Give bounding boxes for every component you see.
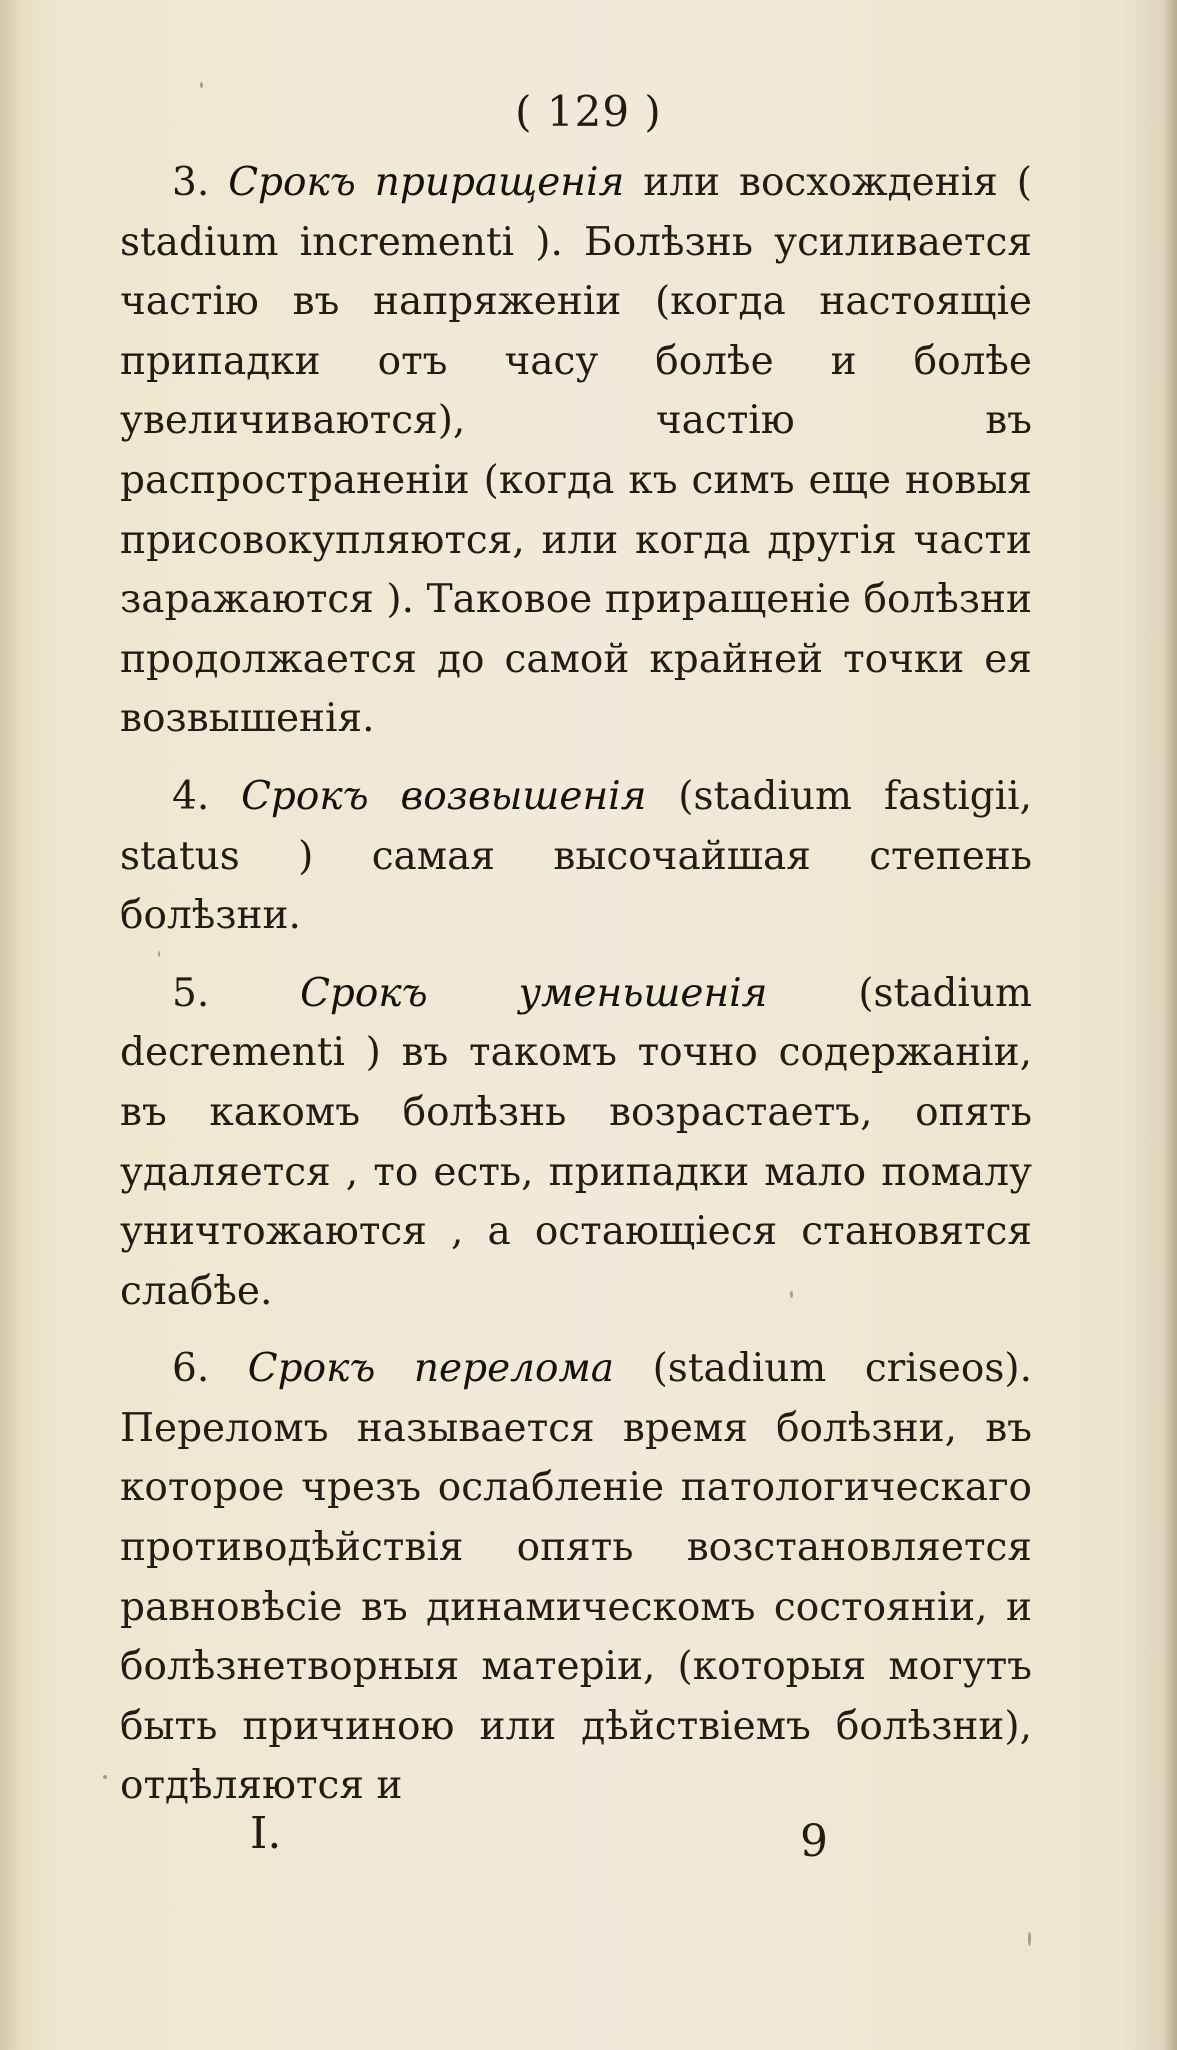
paragraph-text: (stadium fastigii, status ) самая высочайшая степень болѣзни. (120, 773, 1032, 939)
paragraph-stage-3 (120, 153, 1032, 749)
page-edge-shadow (1163, 0, 1177, 2050)
paragraph-number: 4. (172, 773, 210, 819)
body-text (120, 153, 1032, 1834)
paragraph-number: 3. (172, 160, 210, 205)
paper-speck (103, 1775, 107, 1779)
paragraph-text: (stadium decrementi ) въ такомъ точно содержаніи, въ какомъ болѣзнь возрастаетъ, опять удаляется , то есть, припадки мало помалу уничтожаются , а остающіеся становятся слабѣе. (120, 970, 1033, 1314)
stage-term: Срокъ приращенія (228, 160, 625, 205)
paragraph-stage-4 (120, 767, 1032, 946)
leaf-number: 9 (800, 1816, 828, 1867)
stage-term: Срокъ уменьшенія (300, 970, 768, 1016)
paragraph-stage-5 (120, 964, 1032, 1322)
stage-term: Срокъ возвышенія (241, 773, 647, 819)
signature-mark: I. (250, 1808, 282, 1859)
paper-speck (1028, 1932, 1031, 1946)
paragraph-number: 5. (172, 970, 210, 1016)
paragraph-number: 6. (172, 1346, 210, 1392)
paragraph-stage-6 (120, 1339, 1032, 1816)
paragraph-text: (stadium criseos). Переломъ называется время болѣзни, въ которое чрезъ ослабленіе патологическаго противодѣйствія опять возстановляется равновѣсіе въ динамическомъ состояніи, и болѣзнетворныя матеріи, (которыя могутъ быть причиною или дѣйствіемъ болѣзни), отдѣляются и (120, 1346, 1032, 1809)
paragraph-text: или восхожденія ( stadium incrementi ). Болѣзнь усиливается частію въ напряженіи (когда настоящіе припадки отъ часу болѣе и болѣе увеличиваются), частію въ распространеніи (когда къ симъ еще новыя присовокупляются, или когда другія части заражаются ). Таковое приращеніе болѣзни продолжается до самой крайней точки ея возвышенія. (120, 160, 1032, 742)
page-footer (0, 1808, 1177, 1888)
page-number: ( 129 ) (515, 87, 662, 136)
stage-term: Срокъ перелома (247, 1346, 615, 1392)
